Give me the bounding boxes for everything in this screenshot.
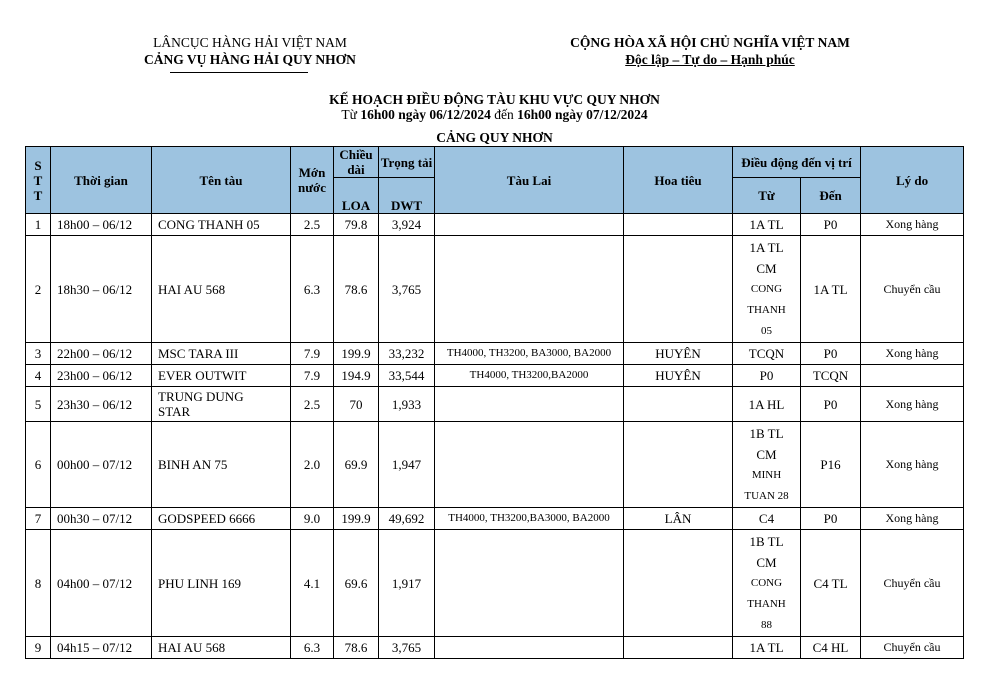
cell-time: 00h30 – 07/12 <box>51 508 152 530</box>
cell-pilot: HUYÊN <box>624 365 733 387</box>
cell-dwt: 3,924 <box>379 214 435 236</box>
cell-dwt: 1,933 <box>379 387 435 422</box>
cell-from: 1B TL CM CONG THANH 88 <box>733 530 801 637</box>
cell-draft: 2.5 <box>291 214 334 236</box>
cell-time: 18h30 – 06/12 <box>51 236 152 343</box>
header-divider <box>170 72 308 73</box>
cell-stt: 3 <box>26 343 51 365</box>
cell-dwt: 3,765 <box>379 236 435 343</box>
cell-to: 1A TL <box>801 236 861 343</box>
cell-draft: 7.9 <box>291 343 334 365</box>
cell-reason: Xong hàng <box>861 508 964 530</box>
cell-time: 22h00 – 06/12 <box>51 343 152 365</box>
header-vessel: Tên tàu <box>152 147 291 214</box>
cell-stt: 7 <box>26 508 51 530</box>
table-row <box>26 387 964 422</box>
cell-vessel: PHU LINH 169 <box>152 530 291 637</box>
authority-header <box>100 34 400 68</box>
cell-vessel: GODSPEED 6666 <box>152 508 291 530</box>
table-row <box>26 637 964 659</box>
header-tugs: Tàu Lai <box>435 147 624 214</box>
cell-loa: 69.6 <box>334 530 379 637</box>
cell-tugs <box>435 236 624 343</box>
cell-loa: 70 <box>334 387 379 422</box>
cell-tugs <box>435 214 624 236</box>
cell-stt: 8 <box>26 530 51 637</box>
cell-dwt: 1,917 <box>379 530 435 637</box>
cell-from: 1A TL <box>733 637 801 659</box>
cell-to: C4 HL <box>801 637 861 659</box>
cell-stt: 2 <box>26 236 51 343</box>
cell-pilot: LÂN <box>624 508 733 530</box>
cell-time: 04h15 – 07/12 <box>51 637 152 659</box>
port-authority-name: CẢNG VỤ HÀNG HẢI QUY NHƠN <box>144 52 356 67</box>
cell-to: P0 <box>801 387 861 422</box>
cell-vessel: HAI AU 568 <box>152 236 291 343</box>
header-reason: Lý do <box>861 147 964 214</box>
cell-reason: Xong hàng <box>861 422 964 508</box>
table-row <box>26 236 964 343</box>
cell-time: 23h30 – 06/12 <box>51 387 152 422</box>
table-row <box>26 365 964 387</box>
cell-pilot <box>624 637 733 659</box>
cell-loa: 78.6 <box>334 236 379 343</box>
national-header <box>520 34 900 68</box>
cell-loa: 69.9 <box>334 422 379 508</box>
cell-vessel: TRUNG DUNG STAR <box>152 387 291 422</box>
header-dwt: DWT <box>379 178 435 214</box>
period-from-label: Từ <box>341 107 357 122</box>
cell-tugs <box>435 422 624 508</box>
document-title: KẾ HOẠCH ĐIỀU ĐỘNG TÀU KHU VỰC QUY NHƠN <box>329 92 660 107</box>
cell-stt: 9 <box>26 637 51 659</box>
cell-draft: 2.5 <box>291 387 334 422</box>
cell-dwt: 33,232 <box>379 343 435 365</box>
cell-draft: 6.3 <box>291 637 334 659</box>
cell-reason: Xong hàng <box>861 214 964 236</box>
vessel-movement-table <box>25 146 964 659</box>
cell-vessel: MSC TARA III <box>152 343 291 365</box>
header-draft: Mớn nước <box>291 147 334 214</box>
cell-from: TCQN <box>733 343 801 365</box>
cell-time: 04h00 – 07/12 <box>51 530 152 637</box>
cell-draft: 4.1 <box>291 530 334 637</box>
cell-loa: 78.6 <box>334 637 379 659</box>
national-motto: Độc lập – Tự do – Hạnh phúc <box>625 52 795 67</box>
cell-vessel: CONG THANH 05 <box>152 214 291 236</box>
port-name: CẢNG QUY NHƠN <box>436 130 553 145</box>
cell-draft: 2.0 <box>291 422 334 508</box>
cell-to: TCQN <box>801 365 861 387</box>
cell-pilot <box>624 387 733 422</box>
cell-reason: Chuyển cầu <box>861 637 964 659</box>
cell-dwt: 1,947 <box>379 422 435 508</box>
cell-stt: 1 <box>26 214 51 236</box>
cell-reason: Chuyển cầu <box>861 236 964 343</box>
cell-from: 1A HL <box>733 387 801 422</box>
header-move: Điều động đến vị trí <box>733 147 861 178</box>
cell-pilot <box>624 214 733 236</box>
cell-time: 18h00 – 06/12 <box>51 214 152 236</box>
cell-from: 1A TL CM CONG THANH 05 <box>733 236 801 343</box>
cell-pilot <box>624 422 733 508</box>
cell-vessel: BINH AN 75 <box>152 422 291 508</box>
cell-tugs: TH4000, TH3200,BA2000 <box>435 365 624 387</box>
header-stt: S T T <box>26 147 51 214</box>
cell-reason <box>861 365 964 387</box>
cell-dwt: 3,765 <box>379 637 435 659</box>
table-row <box>26 343 964 365</box>
cell-draft: 9.0 <box>291 508 334 530</box>
cell-vessel: HAI AU 568 <box>152 637 291 659</box>
table-row <box>26 530 964 637</box>
cell-tugs: TH4000, TH3200, BA3000, BA2000 <box>435 343 624 365</box>
cell-tugs <box>435 387 624 422</box>
cell-to: P0 <box>801 214 861 236</box>
table-row <box>26 508 964 530</box>
cell-loa: 199.9 <box>334 343 379 365</box>
cell-pilot <box>624 530 733 637</box>
header-to: Đến <box>801 178 861 214</box>
cell-reason: Xong hàng <box>861 343 964 365</box>
header-time: Thời gian <box>51 147 152 214</box>
table-row <box>26 214 964 236</box>
cell-vessel: EVER OUTWIT <box>152 365 291 387</box>
period-from-time: 16h00 ngày 06/12/2024 <box>360 107 491 122</box>
cell-from: P0 <box>733 365 801 387</box>
cell-to: P16 <box>801 422 861 508</box>
cell-from: C4 <box>733 508 801 530</box>
cell-dwt: 49,692 <box>379 508 435 530</box>
header-from: Từ <box>733 178 801 214</box>
period-to-time: 16h00 ngày 07/12/2024 <box>517 107 648 122</box>
cell-from: 1B TL CM MINH TUAN 28 <box>733 422 801 508</box>
cell-loa: 199.9 <box>334 508 379 530</box>
cell-dwt: 33,544 <box>379 365 435 387</box>
header-pilot: Hoa tiêu <box>624 147 733 214</box>
cell-to: P0 <box>801 508 861 530</box>
agency-name: LÂNCỤC HÀNG HẢI VIỆT NAM <box>153 35 347 50</box>
cell-stt: 6 <box>26 422 51 508</box>
cell-loa: 79.8 <box>334 214 379 236</box>
cell-stt: 5 <box>26 387 51 422</box>
cell-tugs: TH4000, TH3200,BA3000, BA2000 <box>435 508 624 530</box>
national-title: CỘNG HÒA XÃ HỘI CHỦ NGHĨA VIỆT NAM <box>570 35 850 50</box>
cell-stt: 4 <box>26 365 51 387</box>
cell-draft: 6.3 <box>291 236 334 343</box>
period-to-label: đến <box>494 107 514 122</box>
cell-pilot <box>624 236 733 343</box>
document-period <box>0 107 989 122</box>
header-loa: LOA <box>334 178 379 214</box>
header-tonnage: Trọng tải <box>379 147 435 178</box>
cell-tugs <box>435 637 624 659</box>
cell-reason: Chuyển cầu <box>861 530 964 637</box>
cell-from: 1A TL <box>733 214 801 236</box>
cell-draft: 7.9 <box>291 365 334 387</box>
cell-pilot: HUYÊN <box>624 343 733 365</box>
cell-time: 23h00 – 06/12 <box>51 365 152 387</box>
cell-time: 00h00 – 07/12 <box>51 422 152 508</box>
table-row <box>26 422 964 508</box>
cell-reason: Xong hàng <box>861 387 964 422</box>
cell-to: C4 TL <box>801 530 861 637</box>
cell-to: P0 <box>801 343 861 365</box>
header-length: Chiều dài <box>334 147 379 178</box>
cell-tugs <box>435 530 624 637</box>
cell-loa: 194.9 <box>334 365 379 387</box>
